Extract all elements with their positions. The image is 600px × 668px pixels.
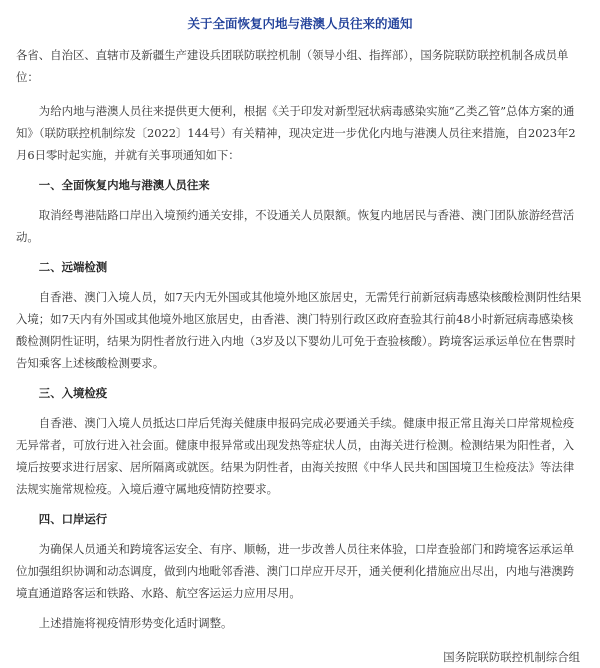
section-2 xyxy=(16,256,584,374)
section-body: 为确保人员通关和跨境客运安全、有序、顺畅，进一步改善人员往来体验，口岸查验部门和跨境客运承运单位加强组织协调和动态调度，做到内地毗邻香港、澳门口岸应开尽开，通关便利化措施应出尽出，内地与港澳跨境直通道路客运和铁路、水路、航空客运运力应用尽用。 xyxy=(16,542,575,600)
section-heading: 一、全面恢复内地与港澳人员往来 xyxy=(38,178,210,192)
section-body: 自香港、澳门入境人员，如7天内无外国或其他境外地区旅居史，无需凭行前新冠病毒感染核酸检测阴性结果入境；如7天内有外国或其他境外地区旅居史，由香港、澳门特别行政区政府查验其行前48小时新冠病毒感染核酸检测阴性证明，结果为阴性者放行进入内地（3岁及以下婴幼儿可免于查验核酸）。跨境客运承运单位在售票时告知乘客上述核酸检测要求。 xyxy=(16,290,582,370)
section-heading: 四、口岸运行 xyxy=(38,512,108,526)
addressee-line: 各省、自治区、直辖市及新疆生产建设兵团联防联控机制（领导小组、指挥部），国务院联防联控机制各成员单位： xyxy=(16,48,569,84)
document-title: 关于全面恢复内地与港澳人员往来的通知 xyxy=(187,16,413,31)
section-4 xyxy=(16,508,584,604)
section-body: 取消经粤港陆路口岸出入境预约通关安排，不设通关人员限额。恢复内地居民与香港、澳门团队旅游经营活动。 xyxy=(16,208,575,244)
section-1 xyxy=(16,174,584,248)
intro-paragraph: 为给内地与港澳人员往来提供更大便利，根据《关于印发对新型冠状病毒感染实施“乙类乙管”总体方案的通知》（联防联控机制综发〔2022〕144号）有关精神，现决定进一步优化内地与港澳人员往来措施，自2023年2月6日零时起实施，并就有关事项通知如下： xyxy=(16,104,576,162)
closing-paragraph: 上述措施将视疫情形势变化适时调整。 xyxy=(38,616,233,630)
section-3 xyxy=(16,382,584,500)
signature: 国务院联防联控机制综合组 xyxy=(443,650,580,664)
section-heading: 三、入境检疫 xyxy=(38,386,108,400)
section-heading: 二、远端检测 xyxy=(38,260,108,274)
section-body: 自香港、澳门入境人员抵达口岸后凭海关健康申报码完成必要通关手续。健康申报正常且海关口岸常规检疫无异常者，可放行进入社会面。健康申报异常或出现发热等症状人员，由海关进行检测。检测结果为阳性者，入境后按要求进行居家、居所隔离或就医。结果为阴性者，由海关按照《中华人民共和国国境卫生检疫法》等法律法规实施常规检疫。入境后遵守属地疫情防控要求。 xyxy=(16,416,575,496)
